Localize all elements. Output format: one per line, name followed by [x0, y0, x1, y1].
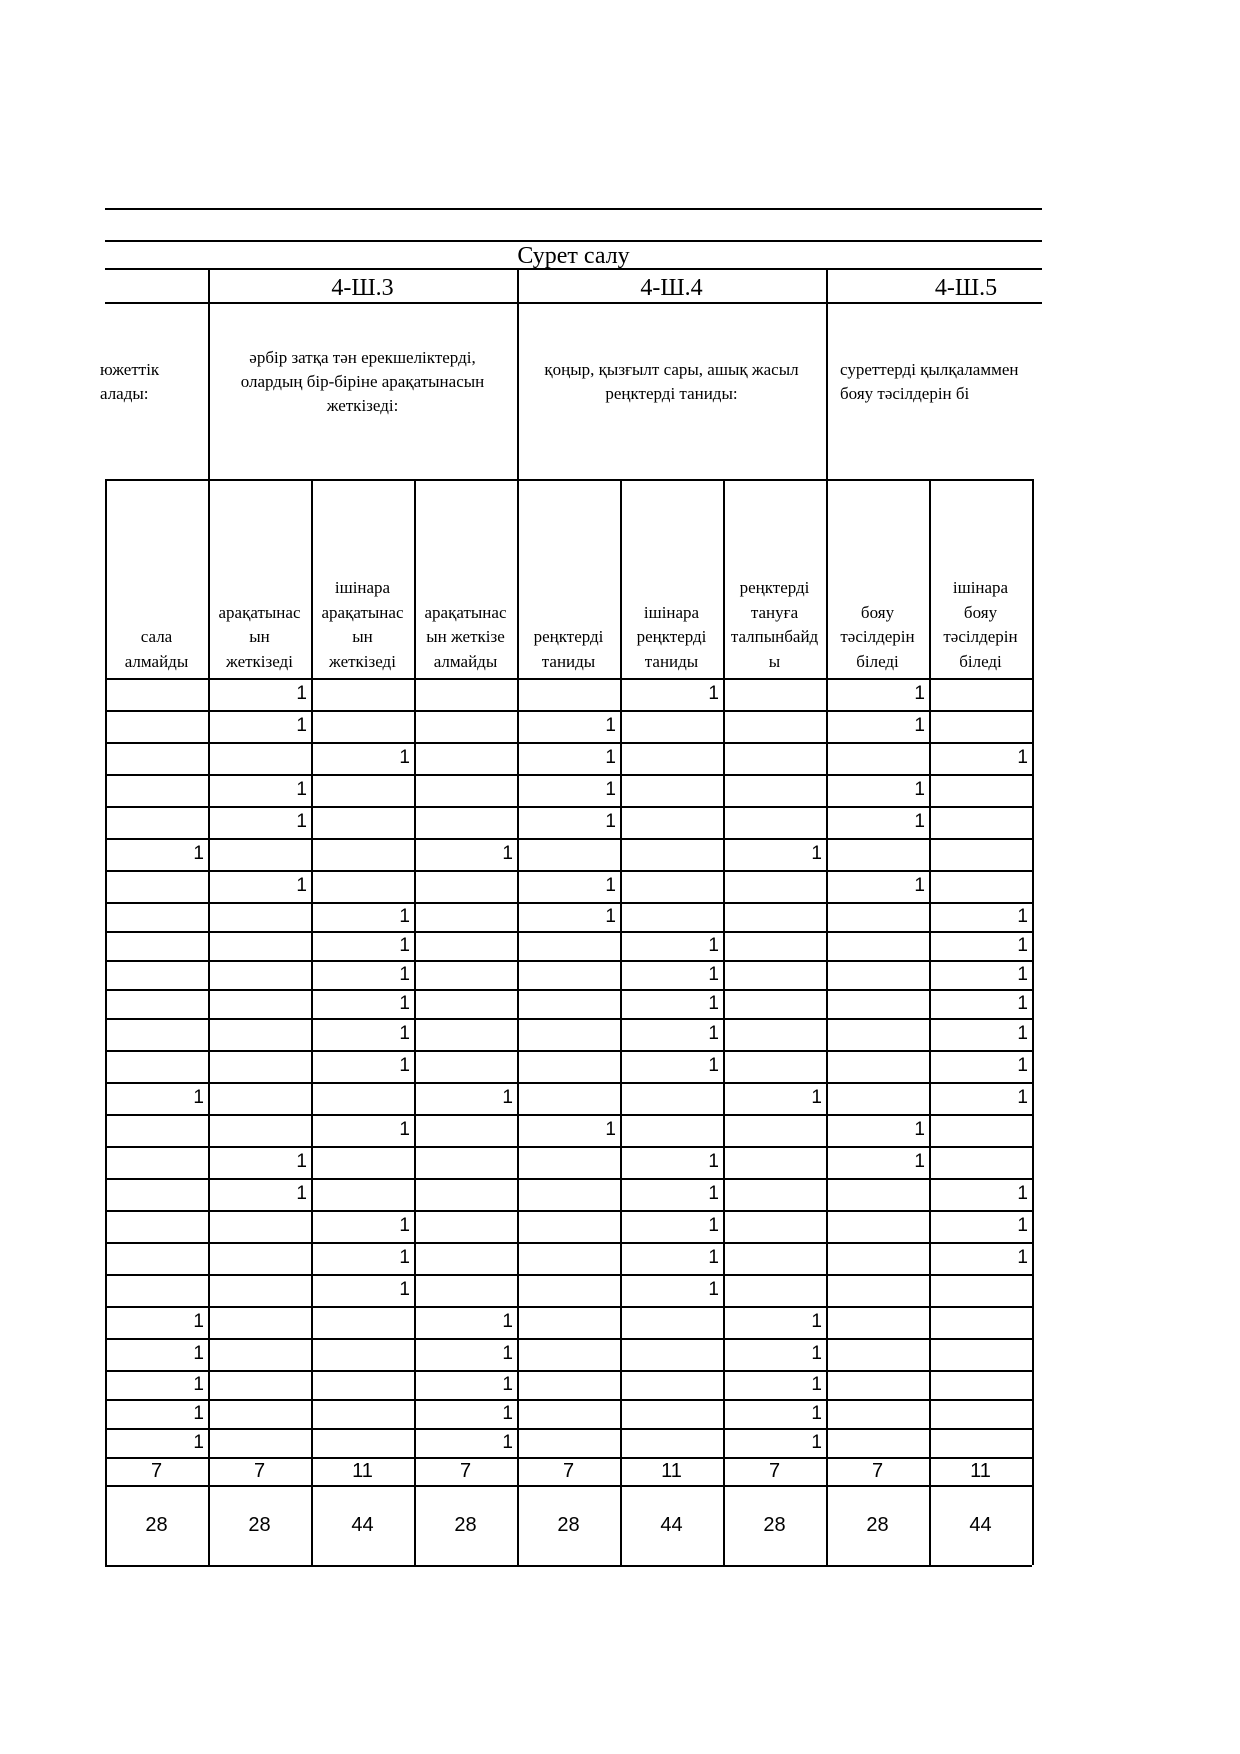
table-cell: 1: [296, 1183, 307, 1204]
table-cell: 1: [193, 1374, 204, 1395]
table-cell: [620, 1370, 723, 1399]
table-cell: [929, 710, 1032, 742]
table-cell: 1: [399, 993, 410, 1014]
table-cell: 1: [914, 1151, 925, 1172]
table-cell: 1: [605, 1119, 616, 1140]
table-cell: [929, 1399, 1032, 1428]
table-cell: 1: [502, 1374, 513, 1395]
table-cell: 1: [708, 1151, 719, 1172]
table-cell: [826, 960, 929, 989]
table-cell: 1: [914, 811, 925, 832]
table-cell: [311, 870, 414, 902]
table-cell: [208, 1050, 311, 1082]
table-cell: [105, 1146, 208, 1178]
table-cell: 1: [399, 1247, 410, 1268]
table-cell: [208, 1399, 311, 1428]
percent-cell: 28: [248, 1514, 271, 1536]
table-cell: [826, 1082, 929, 1114]
table-cell: [208, 1082, 311, 1114]
table-cell: [414, 1210, 517, 1242]
table-cell: [517, 1338, 620, 1370]
table-cell: 1: [811, 1311, 822, 1332]
table-cell: [414, 989, 517, 1018]
table-cell: [414, 678, 517, 710]
bottom-rule: [105, 1565, 1032, 1567]
table-cell: 1: [296, 779, 307, 800]
column-header: [826, 482, 929, 676]
table-cell: 1: [811, 1087, 822, 1108]
table-cell: [620, 1082, 723, 1114]
table-cell: [723, 902, 826, 931]
table-cell: [929, 870, 1032, 902]
table-cell: [929, 1114, 1032, 1146]
table-cell: 1: [502, 843, 513, 864]
table-cell: 1: [1017, 1215, 1028, 1236]
table-cell: 1: [708, 1055, 719, 1076]
table-cell: [723, 806, 826, 838]
table-cell: [929, 678, 1032, 710]
percent-cell: 44: [969, 1514, 992, 1536]
table-cell: 1: [399, 964, 410, 985]
total-cell: 7: [768, 1460, 781, 1482]
table-cell: [517, 1242, 620, 1274]
table-cell: [723, 1274, 826, 1306]
table-cell: [517, 1082, 620, 1114]
table-cell: [208, 902, 311, 931]
column-header-label: сала алмайды: [124, 627, 189, 671]
table-cell: 1: [296, 875, 307, 896]
table-cell: [414, 806, 517, 838]
table-cell: 1: [605, 715, 616, 736]
table-cell: 1: [296, 811, 307, 832]
table-cell: [826, 1274, 929, 1306]
table-cell: [208, 1210, 311, 1242]
table-cell: [620, 870, 723, 902]
table-cell: [105, 1242, 208, 1274]
table-cell: 1: [399, 1215, 410, 1236]
table-cell: [311, 710, 414, 742]
table-cell: 1: [193, 1403, 204, 1424]
table-cell: [620, 742, 723, 774]
table-cell: [826, 989, 929, 1018]
table-cell: 1: [708, 1023, 719, 1044]
table-cell: [620, 838, 723, 870]
table-cell: 1: [1017, 1247, 1028, 1268]
table-cell: [311, 678, 414, 710]
table-cell: [929, 774, 1032, 806]
group-description: южеттік алады:: [100, 360, 160, 403]
table-cell: 1: [811, 1432, 822, 1453]
table-cell: [208, 1306, 311, 1338]
table-cell: 1: [1017, 993, 1028, 1014]
table-cell: [929, 1146, 1032, 1178]
column-header: [517, 482, 620, 676]
group-code: 4-Ш.5: [934, 275, 998, 301]
table-cell: [105, 774, 208, 806]
table-cell: [826, 1338, 929, 1370]
table-cell: [311, 1178, 414, 1210]
table-cell: 1: [399, 906, 410, 927]
table-cell: [208, 1018, 311, 1050]
table-cell: 1: [193, 1343, 204, 1364]
table-cell: [208, 1338, 311, 1370]
table-cell: [311, 1082, 414, 1114]
table-cell: [208, 1428, 311, 1457]
table-cell: 1: [914, 1119, 925, 1140]
percent-cell: 44: [660, 1514, 683, 1536]
table-cell: [517, 931, 620, 960]
table-cell: [414, 902, 517, 931]
percent-cell: 28: [557, 1514, 580, 1536]
table-cell: [517, 1370, 620, 1399]
table-cell: [311, 1428, 414, 1457]
table-cell: [826, 1018, 929, 1050]
table-cell: 1: [605, 875, 616, 896]
table-cell: 1: [708, 683, 719, 704]
table-cell: [311, 838, 414, 870]
table-cell: [414, 774, 517, 806]
group-separator: [826, 268, 828, 480]
table-cell: [620, 902, 723, 931]
section-title: Сурет салу: [517, 243, 630, 269]
table-cell: [311, 1146, 414, 1178]
table-cell: 1: [193, 1311, 204, 1332]
table-cell: [826, 1370, 929, 1399]
table-cell: 1: [1017, 1087, 1028, 1108]
column-separator: [1032, 479, 1034, 1565]
table-cell: [311, 1370, 414, 1399]
column-header: [723, 482, 826, 676]
table-cell: 1: [193, 1087, 204, 1108]
table-cell: [105, 1114, 208, 1146]
table-cell: [105, 870, 208, 902]
table-cell: [414, 1178, 517, 1210]
table-cell: [620, 710, 723, 742]
table-cell: [826, 1210, 929, 1242]
column-header: [105, 482, 208, 676]
table-cell: [105, 1018, 208, 1050]
table-cell: [723, 1050, 826, 1082]
table-cell: 1: [399, 1023, 410, 1044]
table-cell: [826, 1050, 929, 1082]
percent-cell: 44: [351, 1514, 374, 1536]
table-cell: [105, 678, 208, 710]
column-header-label: ішінара арақатынас ын жеткізеді: [321, 578, 404, 671]
table-cell: [414, 1146, 517, 1178]
table-cell: [517, 960, 620, 989]
table-cell: [517, 1146, 620, 1178]
table-cell: [105, 902, 208, 931]
table-cell: [414, 710, 517, 742]
table-cell: 1: [1017, 935, 1028, 956]
table-cell: [826, 1242, 929, 1274]
table-cell: 1: [502, 1432, 513, 1453]
column-header: [208, 482, 311, 676]
percent-cell: 28: [763, 1514, 786, 1536]
table-cell: 1: [708, 1215, 719, 1236]
table-cell: [517, 1274, 620, 1306]
table-cell: 1: [399, 1119, 410, 1140]
column-header-label: арақатынас ын жеткізе алмайды: [424, 602, 507, 671]
table-cell: [620, 1306, 723, 1338]
table-cell: 1: [1017, 1183, 1028, 1204]
table-cell: [517, 678, 620, 710]
table-cell: [208, 838, 311, 870]
total-cell: 7: [459, 1460, 472, 1482]
table-cell: [826, 1178, 929, 1210]
table-cell: [105, 710, 208, 742]
table-cell: [208, 989, 311, 1018]
table-cell: [929, 1370, 1032, 1399]
table-cell: [826, 742, 929, 774]
group-description: суреттерді қылқаламмен бояу тәсілдерін бі: [840, 360, 1019, 403]
column-header-label: реңктерді таниды: [533, 627, 604, 671]
table-cell: 1: [914, 683, 925, 704]
table-cell: [723, 1018, 826, 1050]
table-cell: [414, 960, 517, 989]
table-cell: [517, 838, 620, 870]
table-cell: [620, 806, 723, 838]
column-header: [414, 482, 517, 676]
table-cell: [105, 1050, 208, 1082]
column-header: [620, 482, 723, 676]
table-cell: [826, 1428, 929, 1457]
table-cell: [620, 1399, 723, 1428]
column-header-label: ішінара реңктерді таниды: [636, 602, 707, 671]
table-cell: [414, 1018, 517, 1050]
table-cell: 1: [605, 747, 616, 768]
table-cell: 1: [399, 1279, 410, 1300]
table-cell: [826, 902, 929, 931]
table-cell: 1: [502, 1311, 513, 1332]
group-code: 4-Ш.4: [640, 275, 703, 301]
table-cell: 1: [605, 811, 616, 832]
table-cell: 1: [296, 715, 307, 736]
table-cell: 1: [296, 1151, 307, 1172]
group-description: әрбір затқа тән ерекшеліктерді, олардың бір-біріне арақатынасын жеткізеді:: [240, 348, 485, 415]
section-rule: [105, 268, 1042, 270]
table-cell: [208, 1274, 311, 1306]
table-cell: 1: [811, 1403, 822, 1424]
table-cell: [517, 1428, 620, 1457]
column-header-label: реңктерді тануға талпынбайд ы: [730, 578, 819, 671]
table-cell: 1: [1017, 747, 1028, 768]
table-cell: [414, 742, 517, 774]
table-cell: [929, 806, 1032, 838]
table-cell: [105, 1210, 208, 1242]
table-cell: [723, 870, 826, 902]
table-cell: [723, 1178, 826, 1210]
table-cell: 1: [708, 1279, 719, 1300]
table-cell: 1: [193, 843, 204, 864]
table-cell: [517, 1306, 620, 1338]
table-cell: 1: [193, 1432, 204, 1453]
table-cell: [105, 742, 208, 774]
table-cell: [620, 1114, 723, 1146]
table-cell: [723, 678, 826, 710]
group-description: қоңыр, қызғылт сары, ашық жасыл реңктерді таниды:: [544, 360, 799, 403]
table-cell: [414, 870, 517, 902]
table-cell: [620, 1428, 723, 1457]
table-cell: [517, 1399, 620, 1428]
table-cell: [517, 1050, 620, 1082]
table-cell: [723, 960, 826, 989]
table-cell: [929, 1428, 1032, 1457]
table-cell: [208, 960, 311, 989]
table-cell: [414, 1274, 517, 1306]
percent-cell: 28: [454, 1514, 477, 1536]
table-cell: [929, 1274, 1032, 1306]
table-cell: [105, 806, 208, 838]
percent-cell: 28: [145, 1514, 168, 1536]
table-cell: [723, 1146, 826, 1178]
total-cell: 11: [970, 1460, 991, 1482]
percent-cell: 28: [866, 1514, 889, 1536]
table-cell: [311, 1399, 414, 1428]
table-cell: 1: [811, 1343, 822, 1364]
table-cell: [414, 1242, 517, 1274]
table-cell: 1: [399, 935, 410, 956]
table-cell: [208, 1242, 311, 1274]
table-cell: [311, 774, 414, 806]
table-cell: [929, 1306, 1032, 1338]
table-cell: 1: [502, 1403, 513, 1424]
table-cell: 1: [399, 1055, 410, 1076]
table-cell: [414, 1050, 517, 1082]
table-cell: 1: [811, 1374, 822, 1395]
table-cell: [311, 806, 414, 838]
column-header: [929, 482, 1032, 676]
table-cell: 1: [914, 715, 925, 736]
table-cell: [208, 1114, 311, 1146]
table-cell: 1: [1017, 906, 1028, 927]
table-cell: [723, 1114, 826, 1146]
table-cell: [517, 989, 620, 1018]
table-cell: [929, 838, 1032, 870]
table-cell: [105, 989, 208, 1018]
column-header-label: арақатынас ын жеткізеді: [218, 602, 301, 671]
table-cell: [208, 742, 311, 774]
top-rule-1: [105, 208, 1042, 210]
table-cell: 1: [605, 906, 616, 927]
table-cell: [826, 1306, 929, 1338]
table-cell: [105, 1274, 208, 1306]
table-cell: [105, 1178, 208, 1210]
table-cell: [311, 1338, 414, 1370]
table-cell: 1: [1017, 1023, 1028, 1044]
total-cell: 11: [352, 1460, 373, 1482]
table-cell: [517, 1178, 620, 1210]
table-cell: [208, 1370, 311, 1399]
table-cell: [517, 1210, 620, 1242]
table-cell: [723, 710, 826, 742]
table-cell: 1: [502, 1343, 513, 1364]
table-cell: [620, 774, 723, 806]
table-cell: 1: [708, 1183, 719, 1204]
table-cell: [723, 742, 826, 774]
table-cell: [723, 1210, 826, 1242]
total-cell: 7: [150, 1460, 163, 1482]
table-cell: [208, 931, 311, 960]
total-cell: 7: [562, 1460, 575, 1482]
table-cell: [105, 960, 208, 989]
table-cell: 1: [708, 964, 719, 985]
table-cell: 1: [811, 843, 822, 864]
table-cell: [723, 931, 826, 960]
column-header: [311, 482, 414, 676]
total-cell: 7: [871, 1460, 884, 1482]
table-cell: 1: [605, 779, 616, 800]
table-cell: [723, 1242, 826, 1274]
table-cell: [414, 1114, 517, 1146]
table-cell: 1: [708, 935, 719, 956]
group-code: 4-Ш.3: [331, 275, 394, 301]
table-cell: [826, 1399, 929, 1428]
table-cell: [826, 838, 929, 870]
table-cell: 1: [296, 683, 307, 704]
table-cell: 1: [708, 993, 719, 1014]
group-code: [105, 272, 208, 304]
total-cell: 11: [661, 1460, 682, 1482]
table-cell: 1: [914, 875, 925, 896]
table-cell: [105, 931, 208, 960]
table-cell: [414, 931, 517, 960]
table-cell: 1: [502, 1087, 513, 1108]
table-cell: 1: [399, 747, 410, 768]
total-cell: 7: [253, 1460, 266, 1482]
table-cell: [620, 1338, 723, 1370]
table-cell: 1: [708, 1247, 719, 1268]
table-cell: [311, 1306, 414, 1338]
table-cell: [723, 989, 826, 1018]
table-cell: [826, 931, 929, 960]
column-header-label: ішінара бояу тәсілдерін біледі: [943, 578, 1018, 671]
table-cell: [517, 1018, 620, 1050]
table-cell: 1: [914, 779, 925, 800]
table-cell: [723, 774, 826, 806]
table-cell: [929, 1338, 1032, 1370]
table-cell: 1: [1017, 964, 1028, 985]
column-header-label: бояу тәсілдерін біледі: [840, 602, 915, 671]
table-cell: 1: [1017, 1055, 1028, 1076]
